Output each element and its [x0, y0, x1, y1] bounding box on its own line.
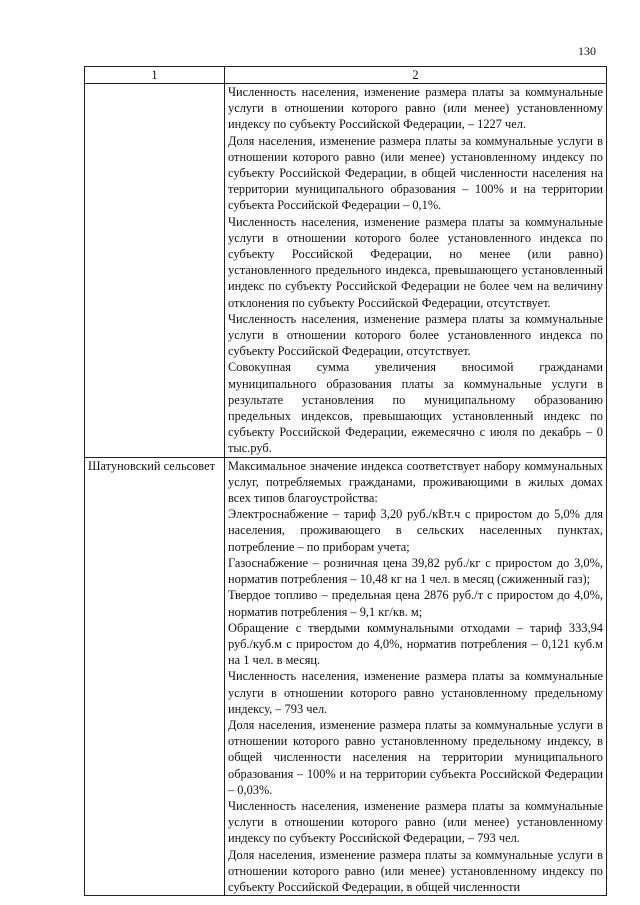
- paragraph: Газоснабжение – розничная цена 39,82 руб./кг с приростом до 3,0%, норматив потребления – 10,48 кг на 1 чел. в месяц (сжиженный газ);: [228, 555, 603, 587]
- description-cell: [225, 457, 607, 895]
- table-row: [85, 84, 607, 458]
- paragraph: Доля населения, изменение размера платы за коммунальные услуги в отношении которого равно (или менее) установленному индексу по субъекту Российской Федерации, в общей численности: [228, 847, 603, 894]
- column-header-1: 1: [85, 67, 225, 84]
- paragraph: Электроснабжение – тариф 3,20 руб./кВт.ч с приростом до 5,0% для населения, проживающего в сельских населенных пунктах, потребление – по приборам учета;: [228, 507, 603, 554]
- paragraph: Доля населения, изменение размера платы за коммунальные услуги в отношении которого равно установленному предельному индексу, в общей численности населения на территории муниципального образования – 100% и на территории субъекта Российской Федерации – 0,03%.: [228, 717, 603, 797]
- paragraph: Совокупная сумма увеличения вносимой гражданами муниципального образования платы за коммунальные услуги в результате установления по муниципальному образованию предельных индексов, превышающих установленный индекс по субъекту Российской Федерации, ежемесячно с июля по декабрь – 0 тыс.руб.: [228, 360, 603, 456]
- paragraph: Численность населения, изменение размера платы за коммунальные услуги в отношении которого более установленного индекса по субъекту Российской Федерации, но менее (или равно) установленного предельного индекса, превышающего установленный индекс по субъекту Российской Федерации не более чем на величину отклонения по субъекту Российской Федерации, отсутствует.: [228, 214, 603, 310]
- table-header-row: [85, 67, 607, 84]
- paragraph: Твердое топливо – предельная цена 2876 руб./т с приростом до 4,0%, норматив потребления – 9,1 кг/кв. м;: [228, 588, 603, 619]
- municipality-cell: [85, 84, 225, 458]
- paragraph: Максимальное значение индекса соответствует набору коммунальных услуг, потребляемых гражданами, проживающими в жилых домах всех типов благоустройства:: [228, 458, 603, 506]
- paragraph: Обращение с твердыми коммунальными отходами – тариф 333,94 руб./куб.м с приростом до 4,0%, норматив потребления – 0,121 куб.м на 1 чел. в месяц.: [228, 620, 603, 668]
- paragraph: Численность населения, изменение размера платы за коммунальные услуги в отношении которого равно установленному предельному индексу, – 793 чел.: [228, 669, 603, 716]
- document-table: [84, 66, 607, 896]
- paragraph: Численность населения, изменение размера платы за коммунальные услуги в отношении которого равно (или менее) установленному индексу по субъекту Российской Федерации, – 1227 чел.: [228, 85, 603, 132]
- paragraph: Численность населения, изменение размера платы за коммунальные услуги в отношении которого более установленного индекса по субъекту Российской Федерации, отсутствует.: [228, 311, 603, 359]
- municipality-cell: Шатуновский сельсовет: [85, 457, 225, 895]
- paragraph: Доля населения, изменение размера платы за коммунальные услуги в отношении которого равно (или менее) установленному индексу по субъекту Российской Федерации, в общей численности населения на территории муниципального образования – 100% и на территории субъекта Российской Федерации – 0,1%.: [228, 133, 603, 213]
- description-cell: [225, 84, 607, 458]
- page-number: 130: [578, 44, 596, 58]
- column-header-2: 2: [225, 67, 607, 84]
- paragraph: Численность населения, изменение размера платы за коммунальные услуги в отношении которого равно (или менее) установленному индексу по субъекту Российской Федерации, – 793 чел.: [228, 798, 603, 846]
- table-row: [85, 457, 607, 895]
